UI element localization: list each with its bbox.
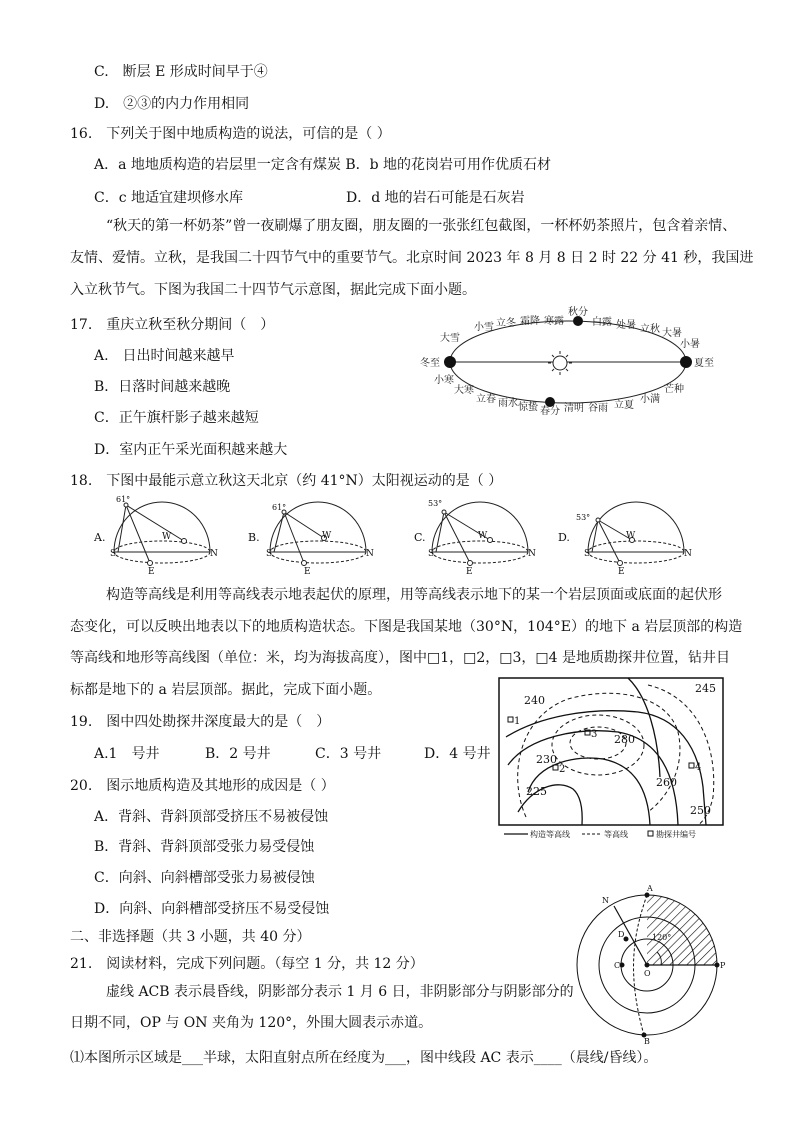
contour-legend xyxy=(504,829,696,839)
label-120: 120° xyxy=(652,933,672,942)
q16-stem: 16. 下列关于图中地质构造的说法，可信的是（ ） xyxy=(70,126,391,142)
summer-solstice-dot xyxy=(680,356,692,368)
diagram-a-w: W xyxy=(162,532,172,542)
q19-option-b: B．2 号井 xyxy=(205,746,271,762)
q17-option-b: B．日落时间越来越晚 xyxy=(94,379,231,395)
label-o: O xyxy=(644,969,651,978)
well-1-label: 1 xyxy=(514,716,521,727)
well-2-label: 2 xyxy=(559,764,566,775)
q17-option-c: C．正午旗杆影子越来越短 xyxy=(94,410,259,426)
q16-options-ab: A．a 地地质构造的岩层里一定含有煤炭 B．b 地的花岗岩可用作优质石材 xyxy=(94,157,552,173)
q17-stem: 17. 重庆立秋至秋分期间（ ） xyxy=(70,317,275,333)
winter-solstice-dot xyxy=(444,356,456,368)
label-c: C xyxy=(614,961,621,970)
q17-option-a: A. 日出时间越来越早 xyxy=(94,348,235,364)
diagram-b-label: B. xyxy=(248,531,260,544)
term-xiazhi: 夏至 xyxy=(694,358,714,369)
q16-option-d: D．d 地的岩石可能是石灰岩 xyxy=(346,190,525,206)
legend-structure: 构造等高线 xyxy=(530,830,570,839)
term-jingzhe: 惊蛰 xyxy=(518,402,538,413)
label-n: N xyxy=(602,896,609,905)
diagram-d-label: D. xyxy=(558,531,570,544)
term-chushu: 处暑 xyxy=(616,320,636,331)
term-dahan: 大寒 xyxy=(454,385,474,396)
diagram-a-angle: 61° xyxy=(116,495,131,504)
diagram-c-s: S xyxy=(428,549,435,559)
label-d: D xyxy=(618,930,625,939)
solar-terms-diagram xyxy=(418,305,724,417)
q21-stem: 21. 阅读材料，完成下列问题。（每空 1 分，共 12 分） xyxy=(70,956,424,972)
passage-line-5: 态变化，可以反映出地表以下的地质构造状态。下图是我国某地（30°N，104°E）的地下 a 岩层顶部的构造 xyxy=(70,619,743,635)
legend-well: 勘探井编号 xyxy=(656,830,696,839)
sun-diagram-a xyxy=(93,495,218,577)
term-mangzhong: 芒种 xyxy=(664,384,684,395)
q20-option-c: C．向斜、向斜槽部受张力易被侵蚀 xyxy=(94,870,315,886)
diagram-d-e: E xyxy=(618,567,625,577)
diagram-c-w: W xyxy=(478,531,488,541)
q19-option-a: A.1 号井 xyxy=(94,746,160,762)
term-chunfen: 春分 xyxy=(540,406,560,417)
term-yushui: 雨水 xyxy=(498,398,518,409)
diagram-a-label: A. xyxy=(94,531,106,544)
term-dongzhi: 冬至 xyxy=(420,358,440,369)
q19-option-c: C．3 号井 xyxy=(315,746,382,762)
sun-diagram-c xyxy=(414,499,536,577)
passage-line-8: 虚线 ACB 表示晨昏线，阴影部分表示 1 月 6 日，非阴影部分与阴影部分的 xyxy=(106,984,574,1000)
q19-stem: 19. 图中四处勘探井深度最大的是（ ） xyxy=(70,714,331,730)
q15-option-c: C. 断层 E 形成时间早于④ xyxy=(94,64,268,80)
label-250: 250 xyxy=(690,804,711,817)
diagram-c-angle: 53° xyxy=(428,499,443,508)
label-225: 225 xyxy=(526,785,547,798)
term-lichun: 立春 xyxy=(476,394,496,405)
term-xiaohan: 小寒 xyxy=(434,375,454,386)
diagram-a-s: S xyxy=(110,549,117,559)
q18-stem: 18. 下图中最能示意立秋这天北京（约 41°N）太阳视运动的是（ ） xyxy=(70,473,503,489)
sun-diagram-b xyxy=(248,502,374,577)
diagram-d-angle: 53° xyxy=(576,513,591,522)
passage-line-9: 日期不同，OP 与 ON 夹角为 120°，外围大圆表示赤道。 xyxy=(70,1015,433,1031)
passage-line-4: 构造等高线是利用等高线表示地表起伏的原理，用等高线表示地下的某一个岩层顶面或底面的起伏形 xyxy=(106,587,722,603)
sun-path-diagrams xyxy=(92,492,732,578)
term-hanlu: 寒露 xyxy=(544,316,564,327)
term-daxue: 大雪 xyxy=(440,333,460,344)
label-240: 240 xyxy=(524,694,545,707)
passage-line-3: 入立秋节气。下图为我国二十四节气示意图，据此完成下面小题。 xyxy=(70,282,476,298)
q21-sub-1: ⑴本图所示区域是___半球，太阳直射点所在经度为___，图中线段 AC 表示____（晨线/昏线）。 xyxy=(70,1050,658,1066)
term-lixia: 立夏 xyxy=(614,400,634,411)
diagram-b-s: S xyxy=(266,549,273,559)
diagram-d-n: N xyxy=(684,549,692,559)
term-guyu: 谷雨 xyxy=(588,403,608,414)
q20-stem: 20. 图示地质构造及其地形的成因是（ ） xyxy=(70,778,335,794)
term-xiaoman: 小满 xyxy=(640,394,660,405)
term-xiaoxue: 小雪 xyxy=(474,322,494,333)
term-lidong: 立冬 xyxy=(496,318,516,329)
diagram-a-n: N xyxy=(210,549,218,559)
label-260: 260 xyxy=(656,776,677,789)
label-280: 280 xyxy=(614,733,635,746)
term-liqiu: 立秋 xyxy=(640,324,660,335)
q15-option-d: D. ②③的内力作用相同 xyxy=(94,96,250,112)
label-b: B xyxy=(644,1037,650,1046)
term-shuangjiang: 霜降 xyxy=(520,316,540,327)
term-bailu: 白露 xyxy=(592,317,612,328)
q20-option-d: D．向斜、向斜槽部受挤压不易受侵蚀 xyxy=(94,901,330,917)
passage-line-7: 标都是地下的 a 岩层顶部。据此，完成下面小题。 xyxy=(70,682,382,698)
q19-option-d: D．4 号井 xyxy=(424,746,491,762)
term-qingming: 清明 xyxy=(564,403,584,414)
diagram-d-s: S xyxy=(584,549,591,559)
diagram-a-e: E xyxy=(148,567,155,577)
passage-line-6: 等高线和地形等高线图（单位：米，均为海拔高度），图中□1，□2，□3，□4 是地质勘探井位置，钻井目 xyxy=(70,650,730,666)
label-245: 245 xyxy=(695,682,716,695)
diagram-d-w: W xyxy=(626,531,636,541)
term-xiaoshu: 小暑 xyxy=(680,339,700,350)
diagram-b-angle: 61° xyxy=(272,503,287,512)
well-4-label: 4 xyxy=(695,762,702,773)
sun-diagram-d xyxy=(558,502,692,577)
q17-option-d: D．室内正午采光面积越来越大 xyxy=(94,442,288,458)
passage-line-1: “秋天的第一杯奶茶”曾一夜刷爆了朋友圈，朋友圈的一张张红包截图，一杯杯奶茶照片，包含着亲情、 xyxy=(106,218,737,234)
term-qiufen: 秋分 xyxy=(568,307,588,318)
contour-map xyxy=(498,677,724,843)
label-230: 230 xyxy=(536,753,557,766)
diagram-b-n: N xyxy=(366,549,374,559)
label-a: A xyxy=(647,884,653,893)
diagram-b-w: W xyxy=(322,531,332,541)
label-p: P xyxy=(720,961,726,970)
well-3-label: 3 xyxy=(591,729,598,740)
diagram-c-n: N xyxy=(528,549,536,559)
term-dashu: 大暑 xyxy=(662,328,682,339)
q16-option-c: C．c 地适宜建坝修水库 xyxy=(94,190,244,206)
shaded-area xyxy=(647,895,717,965)
section-2-heading: 二、非选择题（共 3 小题，共 40 分） xyxy=(70,929,311,945)
diagram-b-e: E xyxy=(304,567,311,577)
q20-option-a: A．背斜、背斜顶部受挤压不易被侵蚀 xyxy=(94,809,329,825)
polar-view-diagram xyxy=(574,882,734,1048)
sun-icon xyxy=(548,351,572,375)
diagram-c-e: E xyxy=(466,567,473,577)
diagram-c-label: C. xyxy=(414,531,426,544)
q20-option-b: B．背斜、背斜顶部受张力易受侵蚀 xyxy=(94,839,315,855)
legend-terrain: 等高线 xyxy=(604,830,628,839)
passage-line-2: 友情、爱情。立秋，是我国二十四节气中的重要节气。北京时间 2023 年 8 月 8 日 2 时 22 分 41 秒，我国进 xyxy=(70,250,754,266)
